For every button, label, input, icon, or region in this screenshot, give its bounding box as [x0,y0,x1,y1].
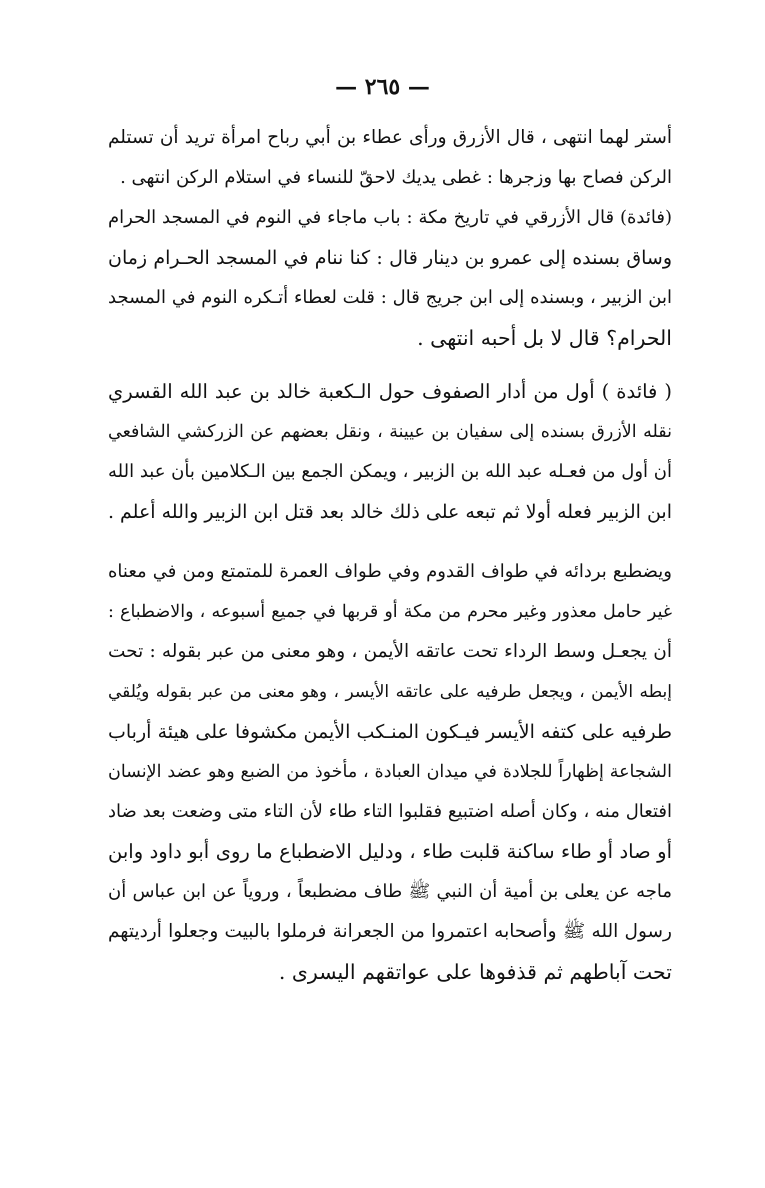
text-line: الشجاعة إظهاراً للجلادة في ميدان العبادة ، مأخوذ من الضبع وهو عضد الإنسان [108,762,672,782]
main-text [108,118,672,992]
text-line: ابن الزبير فعله أولا ثم تبعه على ذلك خالد بعد قتل ابن الزبير والله أعلم . [108,501,672,523]
text-line: (فائدة) قال الأزرقي في تاريخ مكة : باب ماجاء في النوم في المسجد الحرام [108,207,672,228]
text-line: رسول الله ﷺ وأصحابه اعتمروا من الجعرانة فرملوا بالبيت وجعلوا أرديتهم [108,921,672,942]
paragraph-3 [108,372,672,532]
page-number: — ٢٦٥ — [335,74,430,100]
text-line: غير حامل معذور وغير محرم من مكة أو قربها في جميع أسبوعه ، والاضطباع : [108,602,672,622]
text-line: نقله الأزرق بسنده إلى سفيان بن عيينة ، ونقل بعضهم عن الزركشي الشافعي [108,422,672,442]
text-line: الحرام؟ قال لا بل أحبه انتهى . [417,326,672,350]
text-line: طرفيه على كتفه الأيسر فيـكون المنـكب الأيمن مكشوفا على هيئة أرباب [108,721,672,743]
text-line: افتعال منه ، وكان أصله اضتبيع فقلبوا التاء طاء لأن التاء متى وضعت بعد ضاد [108,801,672,822]
paragraph-4 [108,552,672,992]
text-line: ماجه عن يعلى بن أمية أن النبي ﷺ طاف مضطبعاً ، وروياً عن ابن عباس أن [108,881,672,902]
text-line: ويضطبع بردائه في طواف القدوم وفي طواف العمرة للمتمتع ومن في معناه [108,561,672,582]
text-line: أن يجعـل وسط الرداء تحت عاتقه الأيمن ، وهو معنى من عبر بقوله : تحت [108,641,672,662]
paragraph-2 [108,198,672,358]
text-line: ابن الزبير ، وبسنده إلى ابن جريج قال : قلت لعطاء أتـكره النوم في المسجد [108,287,672,308]
text-line: وساق بسنده إلى عمرو بن دينار قال : كنا ننام في المسجد الحـرام زمان [108,247,672,269]
paragraph-1 [108,118,672,198]
text-line: أن أول من فعـله عبد الله بن الزبير ، ويمكن الجمع بين الـكلامين بأن عبد الله [108,461,672,482]
text-line: أو صاد أو طاء ساكنة قلبت طاء ، ودليل الاضطباع ما روى أبو داود وابن [108,840,672,863]
text-line: إبطه الأيمن ، ويجعل طرفيه على عاتقه الأيسر ، وهو معنى من عبر بقوله ويُلقي [108,682,672,702]
text-line: تحت آباطهم ثم قذفوها على عواتقهم اليسرى . [278,960,672,984]
text-line: الركن فصاح بها وزجرها : غطى يديك لاحقّ للنساء في استلام الركن انتهى . [120,167,672,188]
text-line: أستر لهما انتهى ، قال الأزرق ورأى عطاء بن أبي رباح امرأة تريد أن تستلم [108,127,672,148]
text-line: ( فائدة ) أول من أدار الصفوف حول الـكعبة خالد بن عبد الله القسري [108,380,672,403]
